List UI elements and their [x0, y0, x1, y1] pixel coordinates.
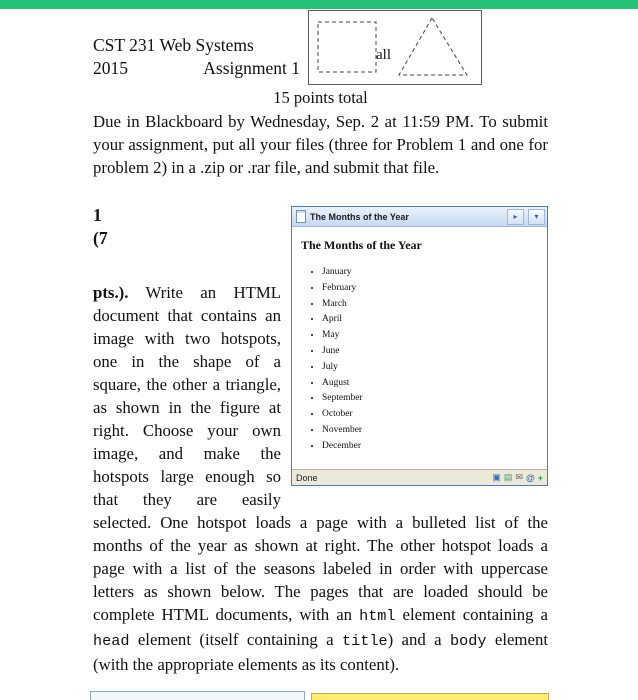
browser-titlebar: [292, 207, 547, 227]
problem-text-part: Write an HTML document that contains an image with two hotspots, one in the shape of a square, the other a triangle, as shown in the figure at right. Choose your own image, and make the hotspots large enough so that they are easily selected. One hotspot loads a page with a bulleted list of the months of the year as shown at right. The other hotspot loads a page with a list of the seasons labeled in order with uppercase letters as shown below. The pages that are loaded should be complete HTML documents, with an: [93, 283, 548, 624]
zoom-icon: @: [525, 472, 535, 483]
cropped-screenshot-edge-right: [311, 693, 549, 700]
course-year: 2015: [93, 58, 128, 78]
window-nav-button[interactable]: ▸: [507, 209, 524, 225]
hotspot-figure: [308, 10, 482, 85]
code-html: html: [359, 607, 396, 625]
problem-text-part: ) and a: [387, 630, 451, 649]
code-head: head: [93, 632, 130, 650]
hotspot-figure-svg: [309, 11, 481, 84]
statusbar-icons: [492, 472, 543, 483]
window-menu-button[interactable]: ▾: [528, 209, 545, 225]
month-item: • August: [322, 376, 539, 392]
points-total: 15 points total: [273, 88, 368, 107]
month-item: • April: [322, 312, 539, 328]
problem-text-part: element (itself containing a: [129, 630, 342, 649]
assignment-title: Assignment 1: [203, 58, 300, 78]
status-text: Done: [296, 472, 318, 483]
mail-icon: ✉: [515, 472, 523, 482]
month-item: • October: [322, 407, 539, 423]
top-accent-bar: [0, 0, 638, 9]
plus-icon: +: [537, 472, 543, 483]
month-item: • June: [322, 344, 539, 360]
browser-content: [292, 227, 547, 469]
month-item: • May: [322, 328, 539, 344]
month-item: • March: [322, 297, 539, 313]
figure-label: all: [376, 47, 391, 63]
title-block: [93, 34, 300, 80]
title-line2: [93, 57, 300, 80]
problem-points-open: (7: [93, 228, 108, 248]
code-body: body: [450, 632, 487, 650]
month-item: • July: [322, 360, 539, 376]
month-item: • December: [322, 439, 539, 455]
triangle-hotspot-shape: [399, 18, 467, 75]
month-item: • September: [322, 391, 539, 407]
cropped-screenshot-edge-left: [90, 691, 305, 700]
code-title: title: [341, 632, 388, 650]
problem-1-section: [93, 204, 548, 676]
browser-statusbar: [292, 469, 547, 485]
intro-paragraph: Due in Blackboard by Wednesday, Sep. 2 at 11:59 PM. To submit your assignment, put all your files (three for Problem 1 and one for problem 2) in a .zip or .rar file, and submit that file.: [93, 112, 548, 177]
square-hotspot-shape: [318, 22, 376, 72]
month-item: • February: [322, 281, 539, 297]
months-browser-screenshot: [291, 206, 548, 486]
months-page-heading: The Months of the Year: [301, 238, 422, 252]
problem-number: 1: [93, 205, 102, 225]
months-list: [301, 265, 539, 455]
problem-text-part: element containing a: [395, 605, 548, 624]
problem-text-part: element (with the appropriate elements as its content).: [93, 630, 548, 674]
browser-window-title: The Months of the Year: [310, 211, 409, 222]
grid-icon: ▤: [503, 472, 513, 482]
month-item: • November: [322, 423, 539, 439]
course-title: CST 231 Web Systems: [93, 35, 254, 55]
monitor-icon: ▣: [492, 472, 501, 482]
page-icon: [296, 210, 306, 223]
problem-points-label: pts.).: [93, 283, 129, 302]
month-item: • January: [322, 265, 539, 281]
